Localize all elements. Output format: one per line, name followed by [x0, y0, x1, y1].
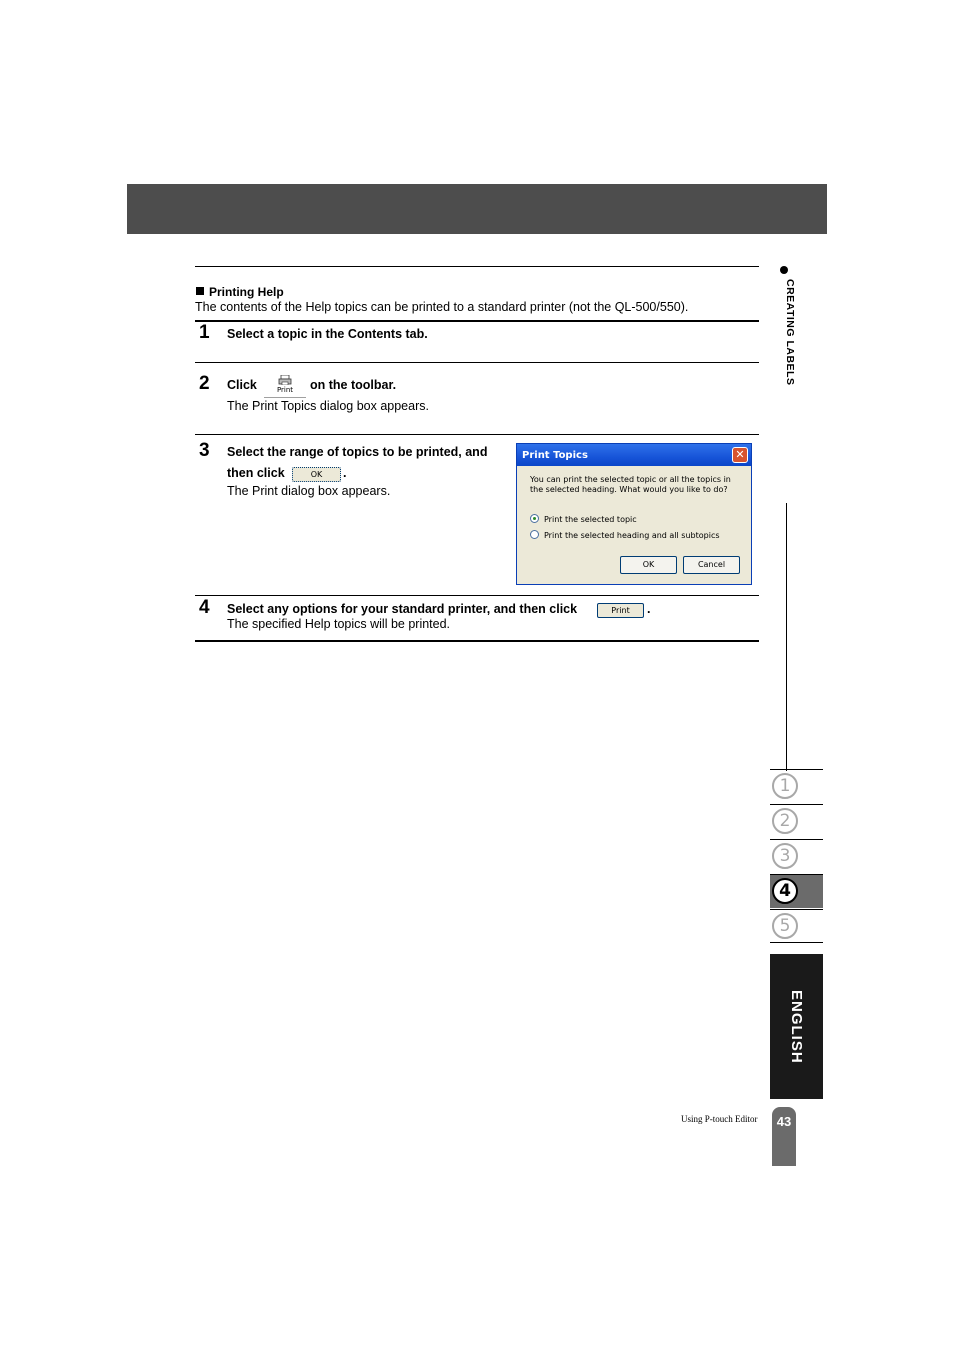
dialog-cancel-button[interactable]: Cancel: [683, 556, 740, 574]
chapter-tab-1[interactable]: [770, 769, 823, 803]
step-2-click-text: Click: [227, 378, 257, 392]
square-bullet-icon: [196, 287, 204, 295]
radio-print-heading-subtopics[interactable]: [530, 530, 720, 540]
section-side-label: CREATING LABELS: [784, 279, 796, 386]
page-number: 43: [776, 1114, 792, 1129]
bottom-rule: [195, 640, 759, 642]
section-title: [196, 285, 284, 299]
step-3-line2: then click: [227, 466, 285, 480]
step-4-number: 4: [199, 597, 210, 618]
print-toolbar-button[interactable]: [264, 373, 306, 398]
print-topics-dialog: [516, 443, 752, 585]
dialog-ok-button[interactable]: OK: [620, 556, 677, 574]
chapter-tab-2[interactable]: [770, 804, 823, 838]
dialog-title: Print Topics: [522, 450, 588, 461]
print-inline-button[interactable]: Print: [597, 603, 644, 618]
radio-empty-icon: [530, 530, 539, 539]
radio-print-selected-topic[interactable]: [530, 514, 637, 524]
radio-label: Print the selected heading and all subtopics: [544, 531, 720, 540]
top-rule: [195, 266, 759, 267]
dialog-message: You can print the selected topic or all the topics in the selected heading. What would you like to do?: [530, 475, 731, 494]
side-divider-line: [786, 503, 787, 771]
language-label: ENGLISH: [788, 989, 805, 1064]
chapter-tab-3[interactable]: [770, 839, 823, 873]
ok-inline-button[interactable]: OK: [292, 467, 341, 482]
chapter-number: 4: [772, 878, 798, 904]
step-4-text: Select any options for your standard printer, and then click: [227, 602, 578, 616]
language-tab: [770, 954, 823, 1099]
chapter-number: 1: [772, 773, 798, 799]
step-3-period: .: [343, 466, 347, 480]
chapter-number: 3: [772, 843, 798, 869]
step-2-rule: [195, 362, 759, 363]
section-intro: The contents of the Help topics can be printed to a standard printer (not the QL-500/550).: [195, 300, 689, 314]
step-2-toolbar-text: on the toolbar.: [310, 378, 397, 392]
step-2-number: 2: [199, 373, 210, 394]
step-4-result: The specified Help topics will be printed.: [227, 617, 451, 631]
chapter-number: 5: [772, 913, 798, 939]
step-2-result: The Print Topics dialog box appears.: [227, 399, 429, 413]
step-1-text: Select a topic in the Contents tab.: [227, 327, 428, 341]
dialog-title-bar[interactable]: [517, 444, 751, 466]
radio-selected-icon: [530, 514, 539, 523]
step-3-number: 3: [199, 440, 210, 461]
close-icon[interactable]: ✕: [732, 447, 748, 463]
step-3-rule: [195, 434, 759, 435]
page-number-tab: [772, 1107, 796, 1166]
section-title-text: Printing Help: [209, 285, 284, 299]
print-toolbar-label: Print: [276, 386, 294, 394]
bullet-dot-icon: [780, 266, 788, 274]
footer-text: Using P-touch Editor: [681, 1114, 758, 1124]
step-3-result: The Print dialog box appears.: [227, 484, 391, 498]
step-1-number: 1: [199, 322, 210, 343]
step-4-period: .: [647, 602, 651, 616]
chapter-tab-4-active[interactable]: [770, 874, 823, 908]
radio-label: Print the selected topic: [544, 515, 637, 524]
chapter-tab-5[interactable]: [770, 909, 823, 943]
header-band: [127, 184, 827, 234]
step-3-line1: Select the range of topics to be printed, and: [227, 445, 488, 459]
step-1-rule: [195, 320, 759, 322]
printer-icon: [278, 375, 292, 385]
chapter-number: 2: [772, 808, 798, 834]
step-4-rule: [195, 595, 759, 596]
